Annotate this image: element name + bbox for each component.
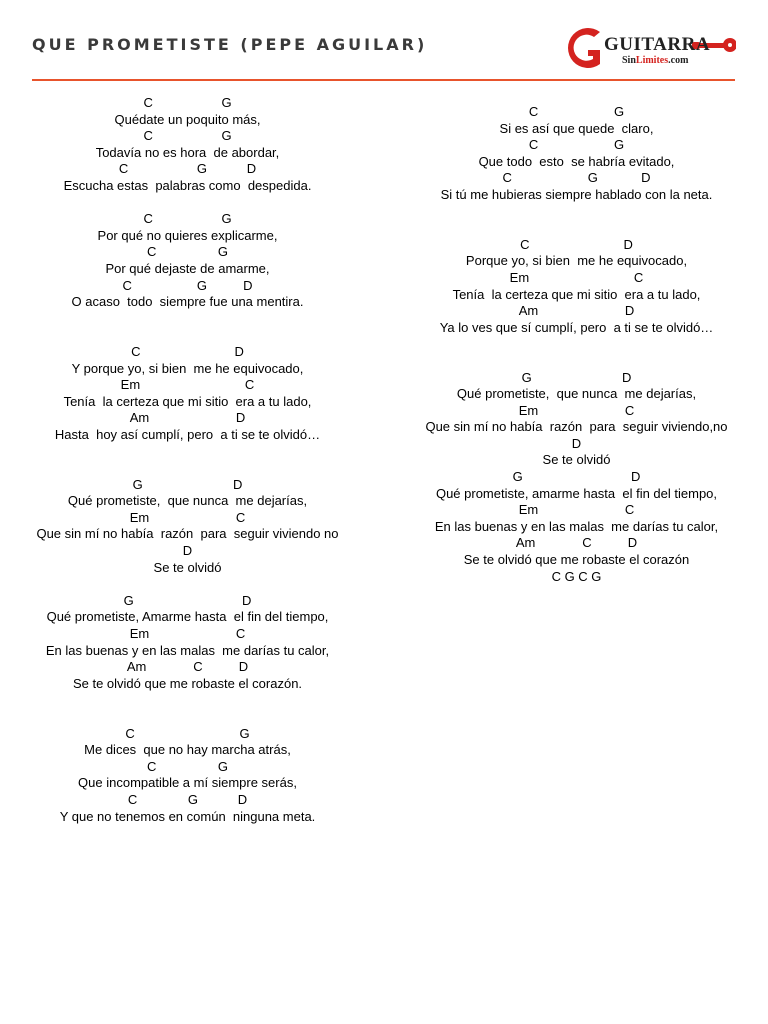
lyric-line: Am C D	[515, 535, 638, 551]
lyric-line: C G D	[502, 170, 651, 186]
lyric-line: Qué prometiste, Amarme hasta el fin del tiempo,	[46, 609, 329, 625]
lyric-line: O acaso todo siempre fue una mentira.	[71, 294, 304, 310]
logo-subtext	[622, 55, 688, 66]
spacer	[404, 336, 749, 353]
lyric-line: Em C	[518, 502, 635, 518]
lyric-line: C G	[125, 725, 250, 741]
spacer	[15, 327, 360, 344]
lyric-line: Que incompatible a mí siempre serás,	[78, 775, 297, 791]
lyric-line: Que sin mí no había razón para seguir viviendo no	[36, 526, 339, 542]
lyric-line: Se te olvidó que me robaste el corazón.	[72, 675, 303, 691]
spacer	[15, 311, 360, 328]
lyric-line: Em C	[129, 509, 246, 525]
spacer	[404, 220, 749, 237]
spacer	[15, 460, 360, 477]
logo-sub-prefix: Sin	[622, 55, 636, 66]
lyric-line: D	[571, 435, 582, 451]
page-title: QUE PROMETISTE (PEPE AGUILAR)	[32, 35, 428, 54]
lyric-line: Em C	[518, 402, 635, 418]
logo-sub-highlight: Limites	[635, 55, 669, 66]
lyric-line: C G	[147, 244, 228, 260]
lyric-line: Por qué no quieres explicarme,	[97, 227, 278, 243]
lyric-line: Qué prometiste, que nunca me dejarías,	[456, 386, 697, 402]
lyric-line: Qué prometiste, que nunca me dejarías,	[67, 493, 308, 509]
lyric-line: Qué prometiste, amarme hasta el fin del tiempo,	[435, 485, 718, 501]
lyric-line: C G	[528, 104, 625, 119]
lyric-line: C D	[520, 236, 633, 252]
lyric-line: G D	[132, 476, 243, 492]
site-logo[interactable]	[560, 22, 736, 72]
spacer	[15, 692, 360, 709]
lyric-line: Que todo esto se habría evitado,	[478, 153, 675, 169]
lyric-line: G D	[512, 469, 641, 485]
lyric-line: C G	[143, 211, 232, 227]
lyric-line: C G	[147, 758, 228, 774]
lyric-line: C G D	[127, 791, 248, 807]
lyric-line: Tenía la certeza que mi sitio era a tu lado,	[63, 393, 312, 409]
lyric-line: Em C	[509, 269, 644, 285]
lyric-line: Am D	[518, 303, 635, 319]
lyric-line: Se te olvidó	[542, 452, 611, 468]
spacer	[15, 576, 360, 593]
lyric-line: C G D	[122, 277, 253, 293]
lyric-line: Em C	[129, 626, 246, 641]
lyric-line: En las buenas y en las malas me darías tu calor,	[434, 518, 719, 534]
spacer	[15, 709, 360, 726]
lyric-line: Am D	[129, 410, 246, 426]
lyric-line: Am C D	[126, 659, 249, 675]
lyric-line: C G C G	[551, 568, 602, 584]
lyric-line: C G	[143, 95, 232, 110]
lyric-line: Se te olvidó	[153, 559, 222, 575]
lyrics-column-left	[15, 95, 360, 825]
lyric-line: Se te olvidó que me robaste el corazón	[463, 552, 690, 568]
spacer	[404, 353, 749, 370]
lyric-line: Quédate un poquito más,	[114, 111, 261, 127]
lyric-line: Y porque yo, si bien me he equivocado,	[71, 360, 304, 376]
lyric-line: G D	[521, 369, 632, 385]
lyric-line: Escucha estas palabras como despedida.	[63, 177, 312, 193]
lyric-line: C G D	[118, 161, 257, 177]
logo-wordmark: GUITARRA	[604, 34, 711, 55]
lyric-line: Tenía la certeza que mi sitio era a tu lado,	[452, 286, 701, 302]
lyrics-column-right	[404, 104, 749, 585]
lyric-line: Hasta hoy así cumplí, pero a ti se te olvidó…	[54, 426, 321, 442]
lyric-line: Ya lo ves que sí cumplí, pero a ti se te olvidó…	[439, 319, 714, 335]
spacer	[15, 443, 360, 460]
lyric-line: Por qué dejaste de amarme,	[105, 260, 270, 276]
lyric-line: D	[182, 543, 193, 559]
lyric-line: Y que no tenemos en común ninguna meta.	[59, 808, 316, 824]
lyric-line: C G	[528, 137, 625, 153]
lyric-line: En las buenas y en las malas me darías tu calor,	[45, 642, 330, 658]
header-divider	[32, 79, 735, 81]
lyric-line: C G	[143, 128, 232, 144]
lyric-line: C D	[131, 343, 244, 359]
lyric-line: Si tú me hubieras siempre hablado con la neta.	[440, 186, 713, 202]
lyric-line: G D	[123, 592, 252, 608]
lyric-line: Todavía no es hora de abordar,	[95, 144, 280, 160]
logo-sub-suffix: .com	[668, 55, 689, 66]
spacer	[15, 195, 360, 212]
lyric-line: Me dices que no hay marcha atrás,	[84, 742, 291, 758]
lyric-line: Si es así que quede claro,	[499, 120, 654, 136]
spacer	[404, 204, 749, 221]
lyric-line: Em C	[120, 377, 255, 393]
lyric-line: Que sin mí no había razón para seguir viviendo,no	[425, 419, 728, 435]
lyric-line: Porque yo, si bien me he equivocado,	[465, 253, 688, 269]
